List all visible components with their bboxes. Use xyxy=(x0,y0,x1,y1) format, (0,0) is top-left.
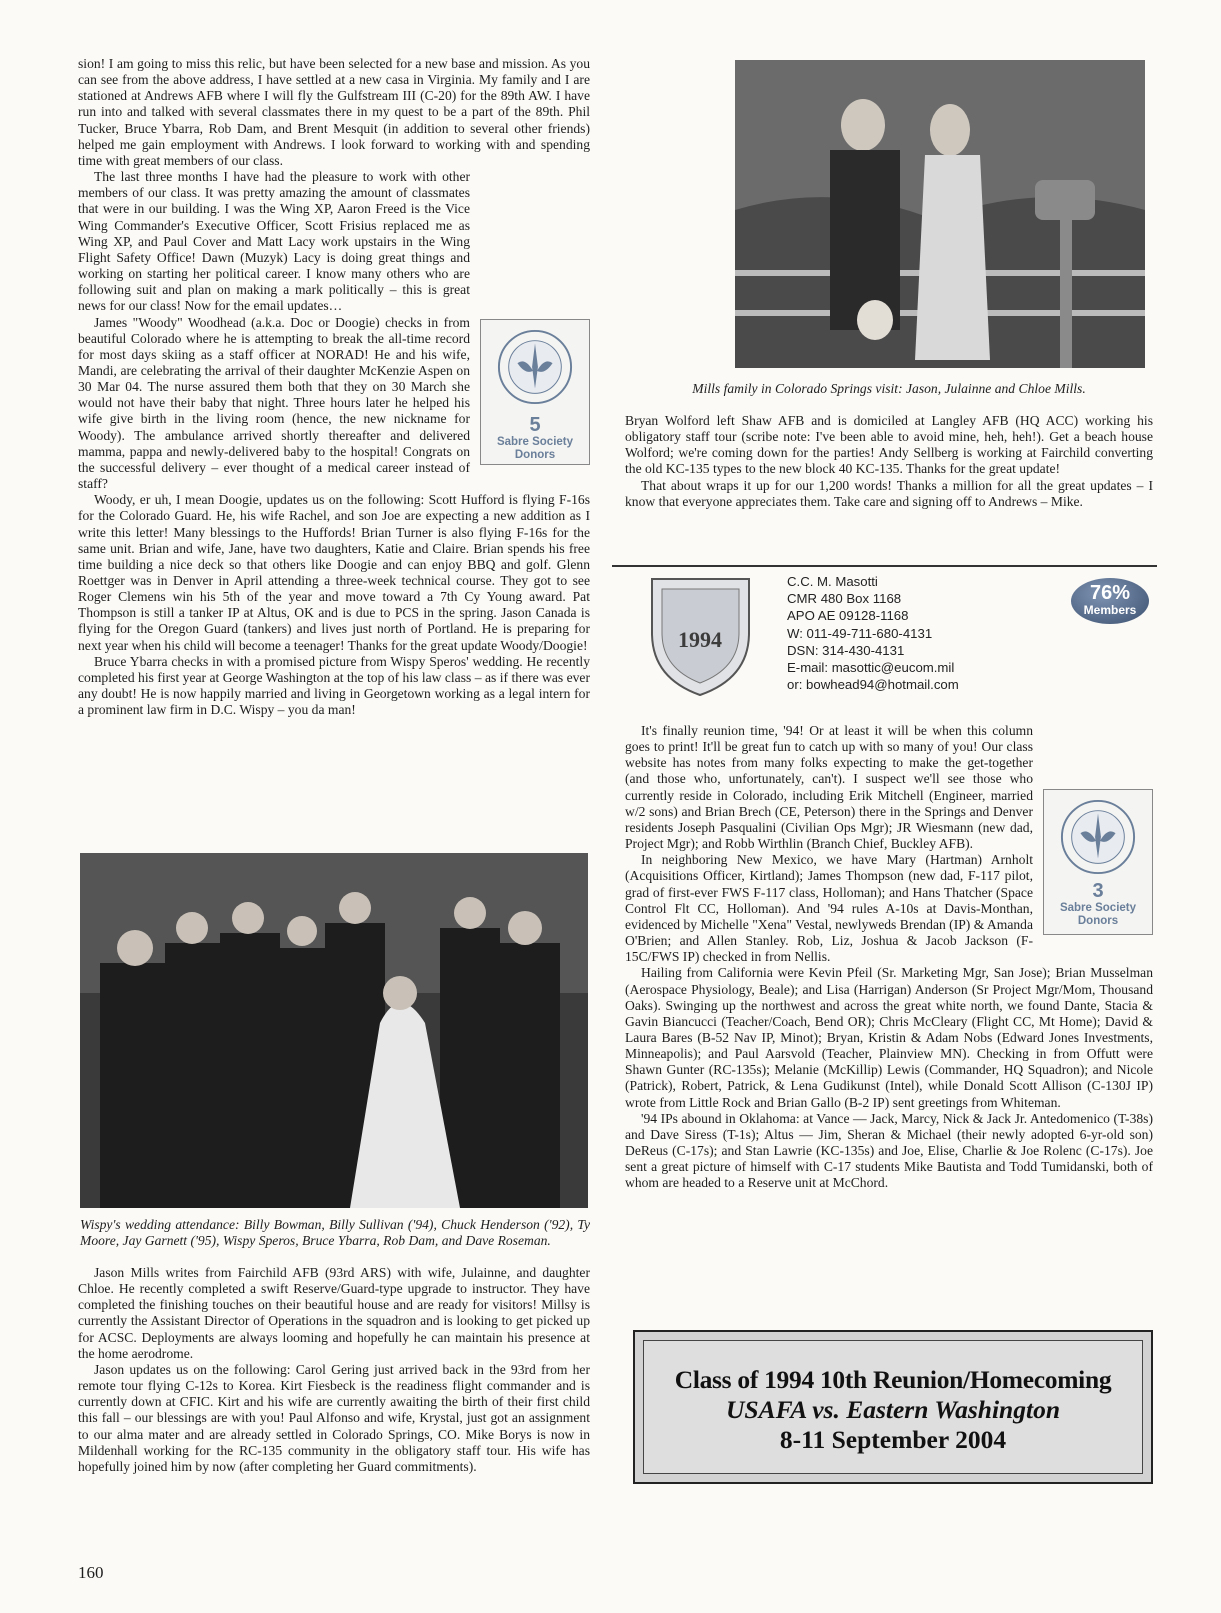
sabre-label: Sabre Society xyxy=(1059,902,1137,914)
banner-dates: 8-11 September 2004 xyxy=(779,1425,1007,1454)
paragraph: In neighboring New Mexico, we have Mary (Hartman) Arnholt (Acquisitions Officer, Kirtland); James Thompson (new dad, F-117 pilot, grad of first-ever FWS F-117 class, Holloman); and Hans Thatcher (Space Control Flt CC, Holloman). And '94 rules A-10s at Davis-Monthan, evidenced by Michelle "Xena" Vestal, newlyweds Brendan (IP) & Amanda O'Brien; and Allen Stanley. Rob, Liz, Joshua & Jacob Jackson (F-15C/FWS IP) checked in from Nellis. xyxy=(625,852,1033,965)
reunion-banner-inner xyxy=(643,1340,1143,1474)
membership-badge xyxy=(1071,578,1149,624)
family-photo xyxy=(735,60,1145,368)
paragraph: Jason Mills writes from Fairchild AFB (93rd ARS) with wife, Julainne, and daughter Chloe. He recently completed a swift Reserve/Guard-type upgrade to instructor. They have completed the finishing touches on their beautiful house and are ready for visitors! Millsy is currently the Assistant Director of Operations in the squadron and is looking to get picked up for ACSC. Deployments are always looming and hopefully he can maintain his presence at the home aerodrome. xyxy=(78,1265,590,1361)
paragraph: The last three months I have had the pleasure to work with other members of our class. It was pretty amazing the amount of classmates that were in our building. I was the Wing XP, Aaron Freed is the Vice Wing Commander's Executive Officer, Scott Frisius replaced me as Wing XP, and Paul Cover and Matt Lacy work upstairs in the Wing Flight Safety Office! Dawn (Muzyk) Lacy is doing great things and working on starting her political career. I know many others who are following suit and plan on making a mark politically – this is great news for our class! Now for the email updates… xyxy=(78,169,470,314)
banner-subtitle: USAFA vs. Eastern Washington xyxy=(725,1395,1060,1424)
section-divider xyxy=(612,565,1157,567)
paragraph: Bruce Ybarra checks in with a promised picture from Wispy Speros' wedding. He recently completed his first year at George Washington at the top of his law class – as if there was ever any doubt! He is now happily married and living in Georgetown working as a legal intern for a prominent law firm in D.C. Wispy – you da man! xyxy=(78,653,590,718)
sabre-label-donors: Donors xyxy=(1077,915,1119,927)
paragraph: Woody, er uh, I mean Doogie, updates us on the following: Scott Hufford is flying F-16s for the Colorado Guard. He, his wife Rachel, and son Joe are expecting a new addition as I write this letter! Many blessings to the Huffords! Brian Turner is also flying F-16s for the same unit. Brian and wife, Jane, have two daughters, Katie and Claire. Brian spends his free time building a nice deck so that others like Doogie and can enjoy BBQ and golf. Glenn Roettger was in Denver in April attending a three-week technical course. They got to see Roger Clemens win his 5th of the year and move toward a 7th Cy Young award. Pat Thompson is still a tanker IP at Altus, OK and is due to PCS in the spring. Jason Canada is flying for the Oregon Guard (tankers) and lives just north of Portland. He is preparing for next year when his child will become a teenager! Thanks for the great update Woody/Doogie! xyxy=(78,492,590,653)
right-column-lower xyxy=(625,723,1153,1192)
paragraph: James "Woody" Woodhead (a.k.a. Doc or Doogie) checks in from beautiful Colorado where he is attempting to break the all-time record for most days skiing as a staff officer at NORAD! He and his wife, Mandi, are celebrating the arrival of their daughter McKenzie Aspen on 30 Mar 04. The nurse assured them both that they on 30 March she would not have their baby that night. Three hours later he helped his wife give birth in the living room (hence, the new nickname for Woody). The ambulance arrived shortly thereafter and delivered mamma, pappa and newly-delivered baby to the hospital! Congrats on the successful delivery – ever thought of a medical career instead of staff? xyxy=(78,314,470,492)
membership-percent: 76% xyxy=(1089,582,1131,604)
sabre-donor-count: 3 xyxy=(1092,880,1104,902)
paragraph: sion! I am going to miss this relic, but have been selected for a new base and mission. As you can see from the above address, I have settled at a new casa in Virginia. My family and I are stationed at Andrews AFB where I will fly the Gulfstream III (C-20) for the 89th AW. I have run into and talked with several classmates there in my quest to be a part of the 89th. Phil Tucker, Bruce Ybarra, Rob Dam, and Brent Mesquit (in addition to several other friends) helped me gain employment with Andrews. I look forward to working with and spending time with great members of our class. xyxy=(78,56,590,168)
sabre-society-seal-icon xyxy=(1059,798,1137,876)
crest-year: 1994 xyxy=(678,627,722,652)
reunion-banner xyxy=(633,1330,1153,1484)
paragraph: Jason updates us on the following: Carol Gering just arrived back in the 93rd from her remote tour flying C-12s to Korea. Kirt Fiesbeck is the readiness flight commander and is currently down at CFIC. Kirt and his wife are currently awaiting the birth of their first child this fall – our blessings are with you! Paul Alfonso and wife, Krystal, just got an assignment to our alma mater and are already settled in Colorado Springs, CO. Mike Borys is now in Mildenhall working for the RC-135 community in the obligatory staff tour. His wife has hopefully joined him by now (after completing her Guard commitments). xyxy=(78,1361,590,1474)
sabre-label: Sabre Society xyxy=(496,436,574,449)
contact-block xyxy=(653,573,1153,713)
paragraph: It's finally reunion time, '94! Or at least it will be when this column goes to print! It'll be great fun to catch up with so many of you! Our class website has notes from many folks expecting to make the get-together (and those who, unfortunately, can't). I suspect we'll see those who currently reside in Colorado, including Erik Mitchell (Engineer, married w/2 sons) and Brian Brech (CE, Peterson) there in the Springs and Denver residents Joseph Pasqualini (Civilian Ops Mgr); JR Wiesmann (new dad, Project Mgr); and Robb Wirthlin (Branch Chief, Buckley AFB). xyxy=(625,723,1033,852)
contact-email-alt[interactable]: or: bowhead94@hotmail.com xyxy=(787,677,959,693)
sabre-society-box xyxy=(1043,789,1153,935)
family-photo-caption: Mills family in Colorado Springs visit: Jason, Julainne and Chloe Mills. xyxy=(692,381,1086,396)
paragraph: Hailing from California were Kevin Pfeil (Sr. Marketing Mgr, San Jose); Brian Musselman (Aerospace Physiology, Beale); and Lisa (Harrigan) Anderson (Sr Project Mgr/Mom, Thousand Oaks). Swinging up the northwest and across the great white north, we found Dante, Stacia & Gavin Biancucci (Teacher/Coach, Bend OR); Chris McCleary (Flight CC, Mt Home); David & Laura Bares (B-52 Nav IP, Minot); Bryan, Kristin & Adam Nobs (Edward Jones Investments, Minneapolis); and Paul Aarsvold (Teacher, Plainview MN). Checking in from Offutt were Shawn Gunter (RC-135s); Melanie (McKillip) Lewis (Commander, HQ Squadron); and Nicole (Patrick), Robert, Patrick, & Lena Gudikunst (Intel), while Donald Scott Allison (C-130J IP) wrote from Little Rock and Brian Gallo (B-2 IP) sent greetings from Whiteman. xyxy=(625,965,1153,1110)
contact-lines xyxy=(787,573,959,693)
contact-phone: W: 011-49-711-680-4131 xyxy=(787,625,933,641)
contact-dsn: DSN: 314-430-4131 xyxy=(787,642,905,658)
page-number: 160 xyxy=(78,1563,104,1582)
left-column xyxy=(78,56,590,718)
left-column-lower xyxy=(78,1265,590,1475)
wedding-photo xyxy=(80,853,588,1208)
banner-title: Class of 1994 10th Reunion/Homecoming xyxy=(674,1365,1112,1394)
sabre-society-box xyxy=(480,319,590,465)
paragraph: '94 IPs abound in Oklahoma: at Vance — Jack, Marcy, Nick & Jack Jr. Antedomenico (T-38s) and Dave Siress (T-1s); Altus — Jim, Sheran & Michael (their newly adopted 6-yr-old son) DeReus (C-17s); and Stan Lawrie (KC-135s) and Joe, Elise, Charlie & Joe Rolenc (C-17s). Joe sent a great picture of himself with C-17 students Mike Bautista and Todd Tumidanski, both of whom are headed to a Reserve unit at McChord. xyxy=(625,1110,1153,1191)
contact-name: C.C. M. Masotti xyxy=(787,574,878,589)
contact-email[interactable]: E-mail: masottic@eucom.mil xyxy=(787,660,955,676)
right-column-upper xyxy=(625,413,1153,510)
sabre-society-seal-icon xyxy=(496,328,574,406)
sabre-donor-count: 5 xyxy=(529,414,541,437)
contact-address-1: CMR 480 Box 1168 xyxy=(787,591,902,607)
contact-address-2: APO AE 09128-1168 xyxy=(787,608,909,624)
paragraph: Bryan Wolford left Shaw AFB and is domiciled at Langley AFB (HQ ACC) working his obligatory staff tour (scribe note: I've been able to avoid mine, heh, heh!). Get a beach house Wolford; we're coming down for the parties! Andy Sellberg is working at Fairchild converting the old KC-135 types to the new block 40 KC-135. Thanks for the great update! xyxy=(625,413,1153,477)
sabre-label-donors: Donors xyxy=(514,449,556,462)
membership-label: Members xyxy=(1083,603,1137,617)
paragraph: That about wraps it up for our 1,200 words! Thanks a million for all the great updates – I know that everyone appreciates them. Take care and signing off to Andrews – Mike. xyxy=(625,477,1153,509)
wedding-photo-caption: Wispy's wedding attendance: Billy Bowman, Billy Sullivan ('94), Chuck Henderson ('92), Ty Moore, Jay Garnett ('95), Wispy Speros, Bruce Ybarra, Rob Dam, and Dave Roseman. xyxy=(80,1217,590,1249)
